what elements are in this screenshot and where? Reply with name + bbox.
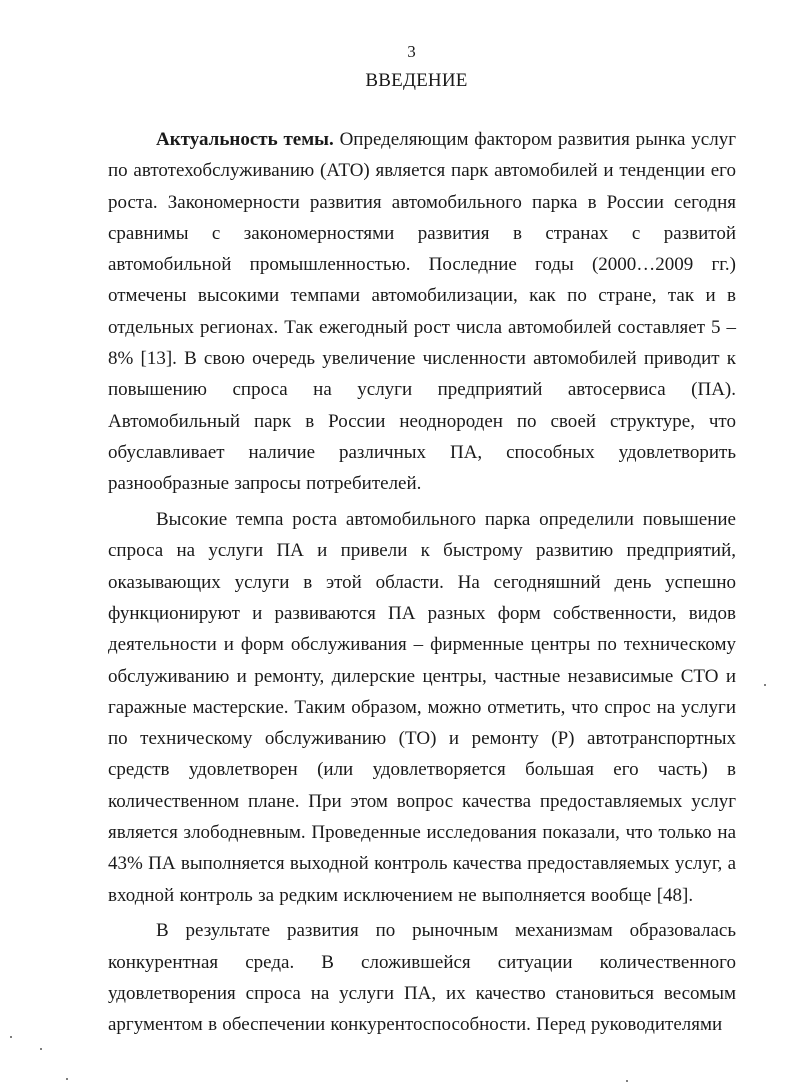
scan-speck — [66, 1078, 68, 1080]
paragraph-lead: Актуальность темы. — [156, 129, 334, 150]
paragraph-growth — [108, 504, 736, 911]
scan-speck — [10, 1036, 12, 1038]
body-text — [108, 124, 736, 1041]
paragraph-relevance — [108, 124, 736, 500]
scan-speck — [764, 684, 766, 686]
paragraph-text: Определяющим фактором развития рынка услуг по автотехобслуживанию (АТО) является парк автомобилей и тенденции его роста. Закономерности развития автомобильного парка в России сегодня сравнимы с закономерностями развития в странах с развитой автомобильной промышленностью. Последние годы (2000…2009 гг.) отмечены высокими темпами автомобилизации, как по стране, так и в отдельных регионах. Так ежегодный рост числа автомобилей составляет 5 – 8% [13]. В свою очередь увеличение численности автомобилей приводит к повышению спроса на услуги предприятий автосервиса (ПА). Автомобильный парк в России неоднороден по своей структуре, что обуславливает наличие различных ПА, способных удовлетворить разнообразные запросы потребителей. — [108, 129, 736, 495]
scan-speck — [40, 1048, 42, 1050]
scan-speck — [626, 1080, 628, 1082]
section-heading: ВВЕДЕНИЕ — [365, 70, 468, 91]
paragraph-text: Высокие темпа роста автомобильного парка определили повышение спроса на услуги ПА и привели к быстрому развитию предприятий, оказывающих услуги в этой области. На сегодняшний день успешно функционируют и развиваются ПА разных форм собственности, видов деятельности и форм обслуживания – фирменные центры по техническому обслуживанию и ремонту, дилерские центры, частные независимые СТО и гаражные мастерские. Таким образом, можно отметить, что спрос на услуги по техническому обслуживанию (ТО) и ремонту (Р) автотранспортных средств удовлетворен (или удовлетворяется большая его часть) в количественном плане. При этом вопрос качества предоставляемых услуг является злободневным. Проведенные исследования показали, что только на 43% ПА выполняется выходной контроль качества предоставляемых услуг, а входной контроль за редким исключением не выполняется вообще [48]. — [108, 509, 736, 906]
paragraph-text: В результате развития по рыночным механизмам образовалась конкурентная среда. В сложившейся ситуации количественного удовлетворения спроса на услуги ПА, их качество становиться весомым аргументом в обеспечении конкурентоспособности. Перед руководителями — [108, 920, 736, 1036]
page-number: 3 — [407, 42, 416, 61]
paragraph-competition — [108, 915, 736, 1040]
